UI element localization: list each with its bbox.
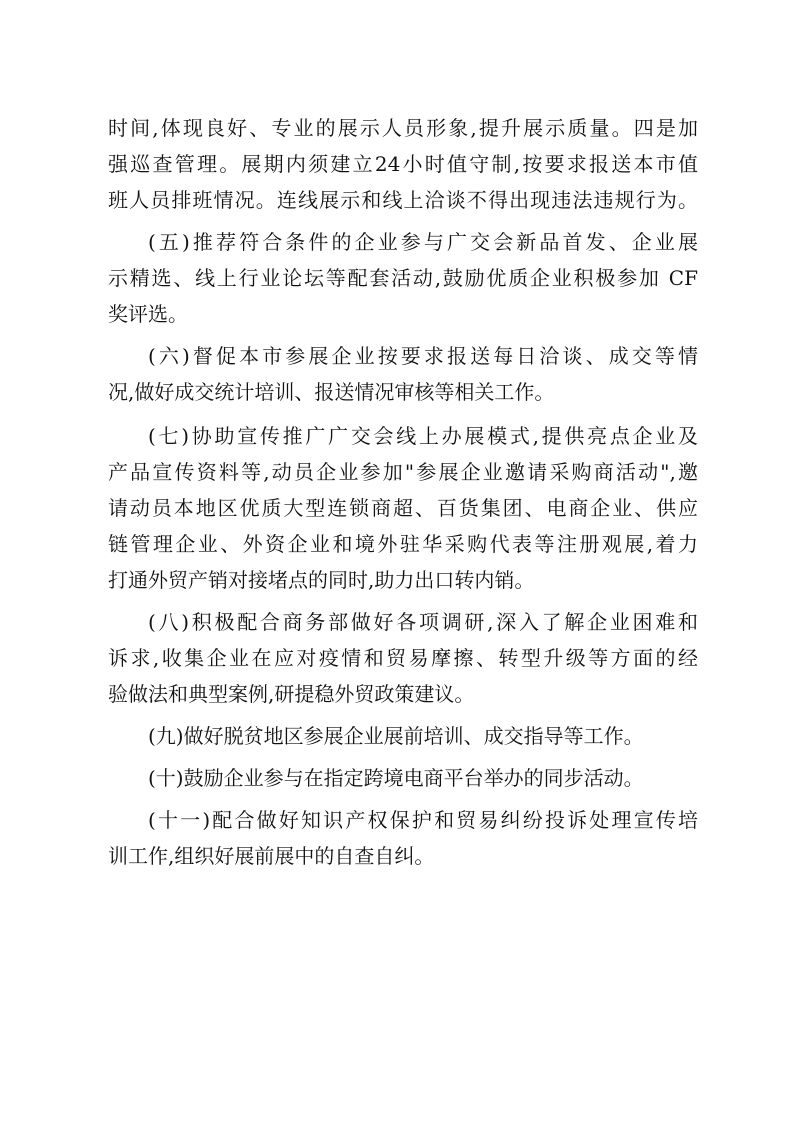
text-line: 训工作,组织好展前展中的自查自纠。 <box>108 844 435 868</box>
text-line: (十)鼓励企业参与在指定跨境电商平台举办的同步活动。 <box>148 766 644 790</box>
paragraph-11 <box>108 802 698 874</box>
text-line: (七)协助宣传推广广交会线上办展模式,提供亮点企业及 <box>148 424 698 448</box>
text-line: 况,做好成交统计培训、报送情况审核等相关工作。 <box>108 380 555 404</box>
paragraph-7 <box>108 418 698 598</box>
text-line: 打通外贸产销对接堵点的同时,助力出口转内销。 <box>108 568 535 592</box>
document-body <box>108 110 698 874</box>
text-line: 班人员排班情况。连线展示和线上洽谈不得出现违法违规行为。 <box>108 188 698 212</box>
text-line: 产品宣传资料等,动员企业参加"参展企业邀请采购商活动",邀 <box>108 460 698 484</box>
text-line: (八)积极配合商务部做好各项调研,深入了解企业困难和 <box>148 610 698 634</box>
paragraph-9 <box>108 718 698 754</box>
text-line: 验做法和典型案例,研提稳外贸政策建议。 <box>108 682 475 706</box>
text-line: (九)做好脱贫地区参展企业展前培训、成交指导等工作。 <box>148 724 644 748</box>
paragraph-10 <box>108 760 698 796</box>
text-line: 示精选、线上行业论坛等配套活动,鼓励优质企业积极参加 CF <box>108 266 698 290</box>
text-line: 奖评选。 <box>108 302 188 326</box>
text-line: 诉求,收集企业在应对疫情和贸易摩擦、转型升级等方面的经 <box>108 646 698 670</box>
paragraph-6 <box>108 338 698 410</box>
paragraph-5 <box>108 224 698 332</box>
text-line: (六)督促本市参展企业按要求报送每日洽谈、成交等情 <box>148 344 698 368</box>
text-line: 时间,体现良好、专业的展示人员形象,提升展示质量。四是加 <box>108 116 698 140</box>
text-line: (十一)配合做好知识产权保护和贸易纠纷投诉处理宣传培 <box>148 808 698 832</box>
paragraph-8 <box>108 604 698 712</box>
text-line: 链管理企业、外资企业和境外驻华采购代表等注册观展,着力 <box>108 532 698 556</box>
text-line: (五)推荐符合条件的企业参与广交会新品首发、企业展 <box>148 230 698 254</box>
text-line: 请动员本地区优质大型连锁商超、百货集团、电商企业、供应 <box>108 496 698 520</box>
paragraph-1 <box>108 110 698 218</box>
text-line: 强巡查管理。展期内须建立24小时值守制,按要求报送本市值 <box>108 152 698 176</box>
